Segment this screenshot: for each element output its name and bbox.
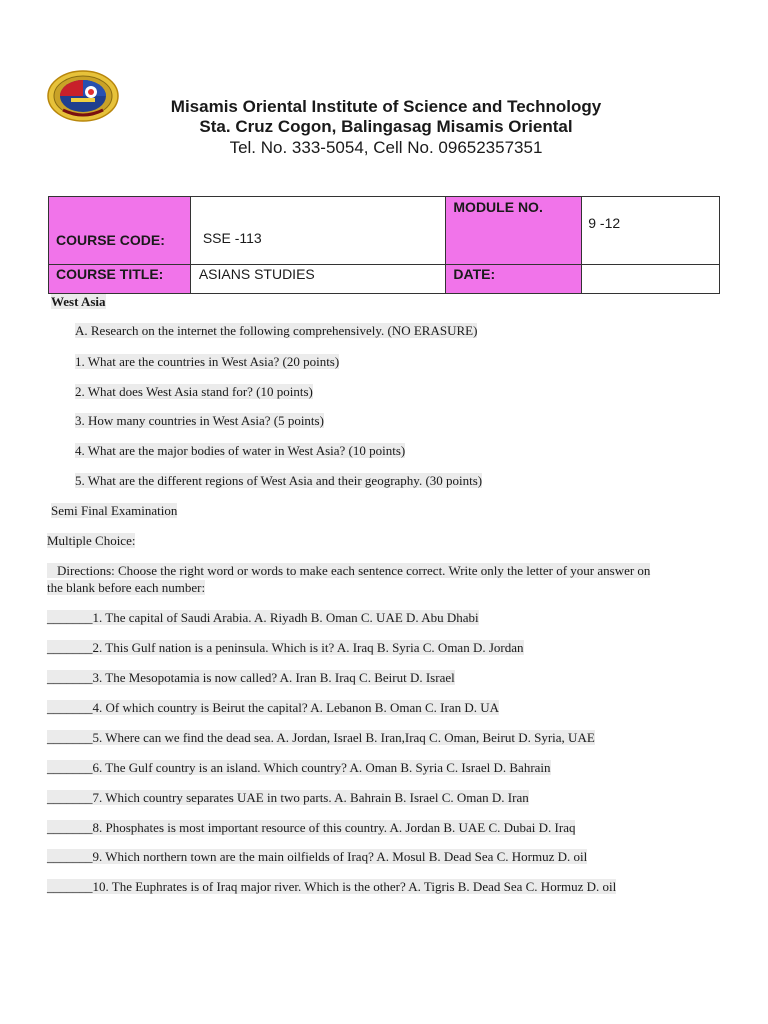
research-item: 4. What are the major bodies of water in West Asia? (10 points) [75,443,406,458]
research-item: 3. How many countries in West Asia? (5 points) [75,413,324,428]
question-item: _______4. Of which country is Beirut the capital? A. Lebanon B. Oman C. Iran D. UA [47,700,500,715]
research-instruction: A. Research on the internet the following comprehensively. (NO ERASURE) [75,323,478,338]
research-item: 2. What does West Asia stand for? (10 points) [75,384,313,399]
exam-type: Multiple Choice: [47,533,136,548]
module-no-label: MODULE NO. [446,197,582,265]
course-title-label: COURSE TITLE: [49,265,191,294]
research-item: 1. What are the countries in West Asia? (20 points) [75,354,340,369]
course-title-value: ASIANS STUDIES [190,265,446,294]
exam-directions: Directions: Choose the right word or words to make each sentence correct. Write only the letter of your answer on [47,563,650,578]
question-item: _______2. This Gulf nation is a peninsula. Which is it? A. Iraq B. Syria C. Oman D. Jordan [47,640,524,655]
date-label: DATE: [446,265,582,294]
question-item: _______1. The capital of Saudi Arabia. A. Riyadh B. Oman C. UAE D. Abu Dhabi [47,610,479,625]
school-address: Sta. Cruz Cogon, Balingasag Misamis Oriental [199,117,573,136]
date-value [582,265,720,294]
question-item: _______6. The Gulf country is an island. Which country? A. Oman B. Syria C. Israel D. Bahrain [47,760,551,775]
course-info-table [48,196,720,294]
question-item: _______8. Phosphates is most important resource of this country. A. Jordan B. UAE C. Dubai D. Iraq [47,820,576,835]
question-item: _______9. Which northern town are the main oilfields of Iraq? A. Mosul B. Dead Sea C. Hormuz D. oil [47,849,588,864]
document-header [0,96,768,158]
exam-directions-cont: the blank before each number: [47,580,206,595]
module-no-value: 9 -12 [582,197,720,265]
exam-title: Semi Final Examination [51,503,178,518]
research-item: 5. What are the different regions of West Asia and their geography. (30 points) [75,473,483,488]
question-item: _______5. Where can we find the dead sea. A. Jordan, Israel B. Iran,Iraq C. Oman, Beirut D. Syria, UAE [47,730,595,745]
question-item: _______10. The Euphrates is of Iraq major river. Which is the other? A. Tigris B. Dead Sea C. Hormuz D. oil [47,879,617,894]
school-contact: Tel. No. 333-5054, Cell No. 09652357351 [229,138,543,157]
section-title: West Asia [51,294,106,309]
school-name: Misamis Oriental Institute of Science and Technology [170,97,602,116]
course-code-label: COURSE CODE: [49,197,191,265]
course-code-value: SSE -113 [190,197,446,265]
question-item: _______3. The Mesopotamia is now called? A. Iran B. Iraq C. Beirut D. Israel [47,670,455,685]
question-item: _______7. Which country separates UAE in two parts. A. Bahrain B. Israel C. Oman D. Iran [47,790,529,805]
